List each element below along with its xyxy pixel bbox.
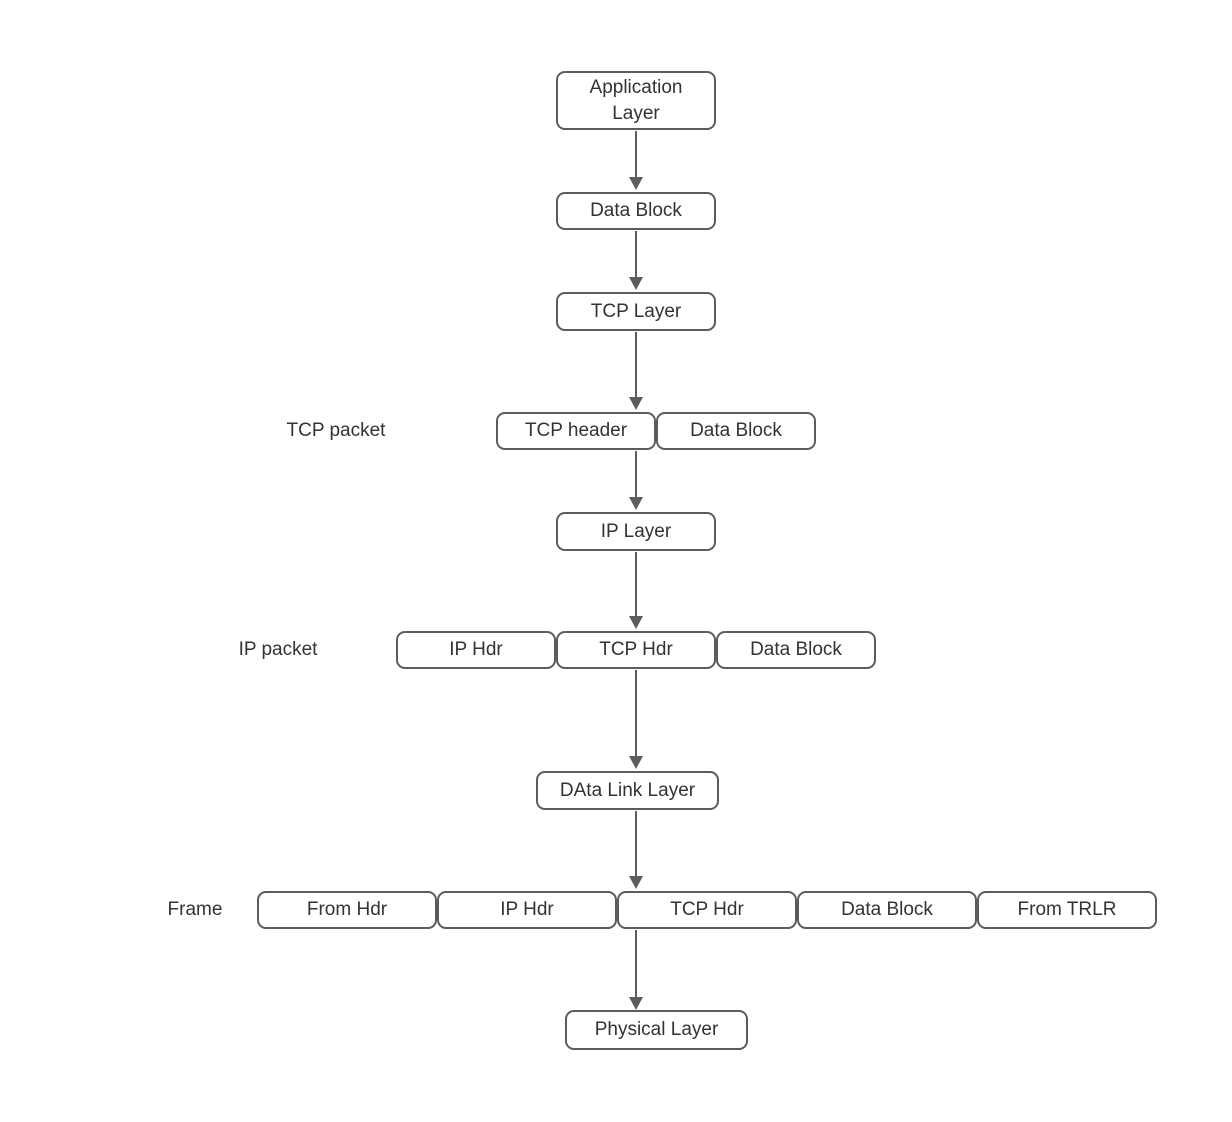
node-ip-hdr-ip-packet: IP Hdr — [396, 631, 556, 669]
arrow-ippacket-to-datalink — [635, 670, 637, 756]
node-data-block-tcp-packet: Data Block — [656, 412, 816, 450]
node-ip-hdr-frame: IP Hdr — [437, 891, 617, 929]
label-tcp-packet: TCP packet — [286, 420, 386, 441]
node-ip-layer: IP Layer — [556, 512, 716, 551]
arrow-application-to-datablock — [635, 131, 637, 177]
arrow-iplayer-to-ippacket — [635, 552, 637, 616]
node-from-trlr: From TRLR — [977, 891, 1157, 929]
arrow-tcppacket-to-iplayer — [635, 451, 637, 497]
arrow-tcplayer-to-tcppacket — [635, 332, 637, 397]
node-data-block-ip-packet: Data Block — [716, 631, 876, 669]
node-tcp-hdr-frame: TCP Hdr — [617, 891, 797, 929]
node-data-block-frame: Data Block — [797, 891, 977, 929]
node-application-layer: Application Layer — [556, 71, 716, 130]
node-tcp-hdr-ip-packet: TCP Hdr — [556, 631, 716, 669]
label-ip-packet: IP packet — [238, 639, 318, 660]
node-tcp-header: TCP header — [496, 412, 656, 450]
arrow-datablock-to-tcplayer — [635, 231, 637, 277]
arrow-datalink-to-frame — [635, 811, 637, 876]
node-data-block-top: Data Block — [556, 192, 716, 230]
arrow-frame-to-physical — [635, 930, 637, 997]
node-from-hdr: From Hdr — [257, 891, 437, 929]
node-tcp-layer: TCP Layer — [556, 292, 716, 331]
node-data-link-layer: DAta Link Layer — [536, 771, 719, 810]
label-frame: Frame — [167, 899, 223, 920]
node-physical-layer: Physical Layer — [565, 1010, 748, 1050]
